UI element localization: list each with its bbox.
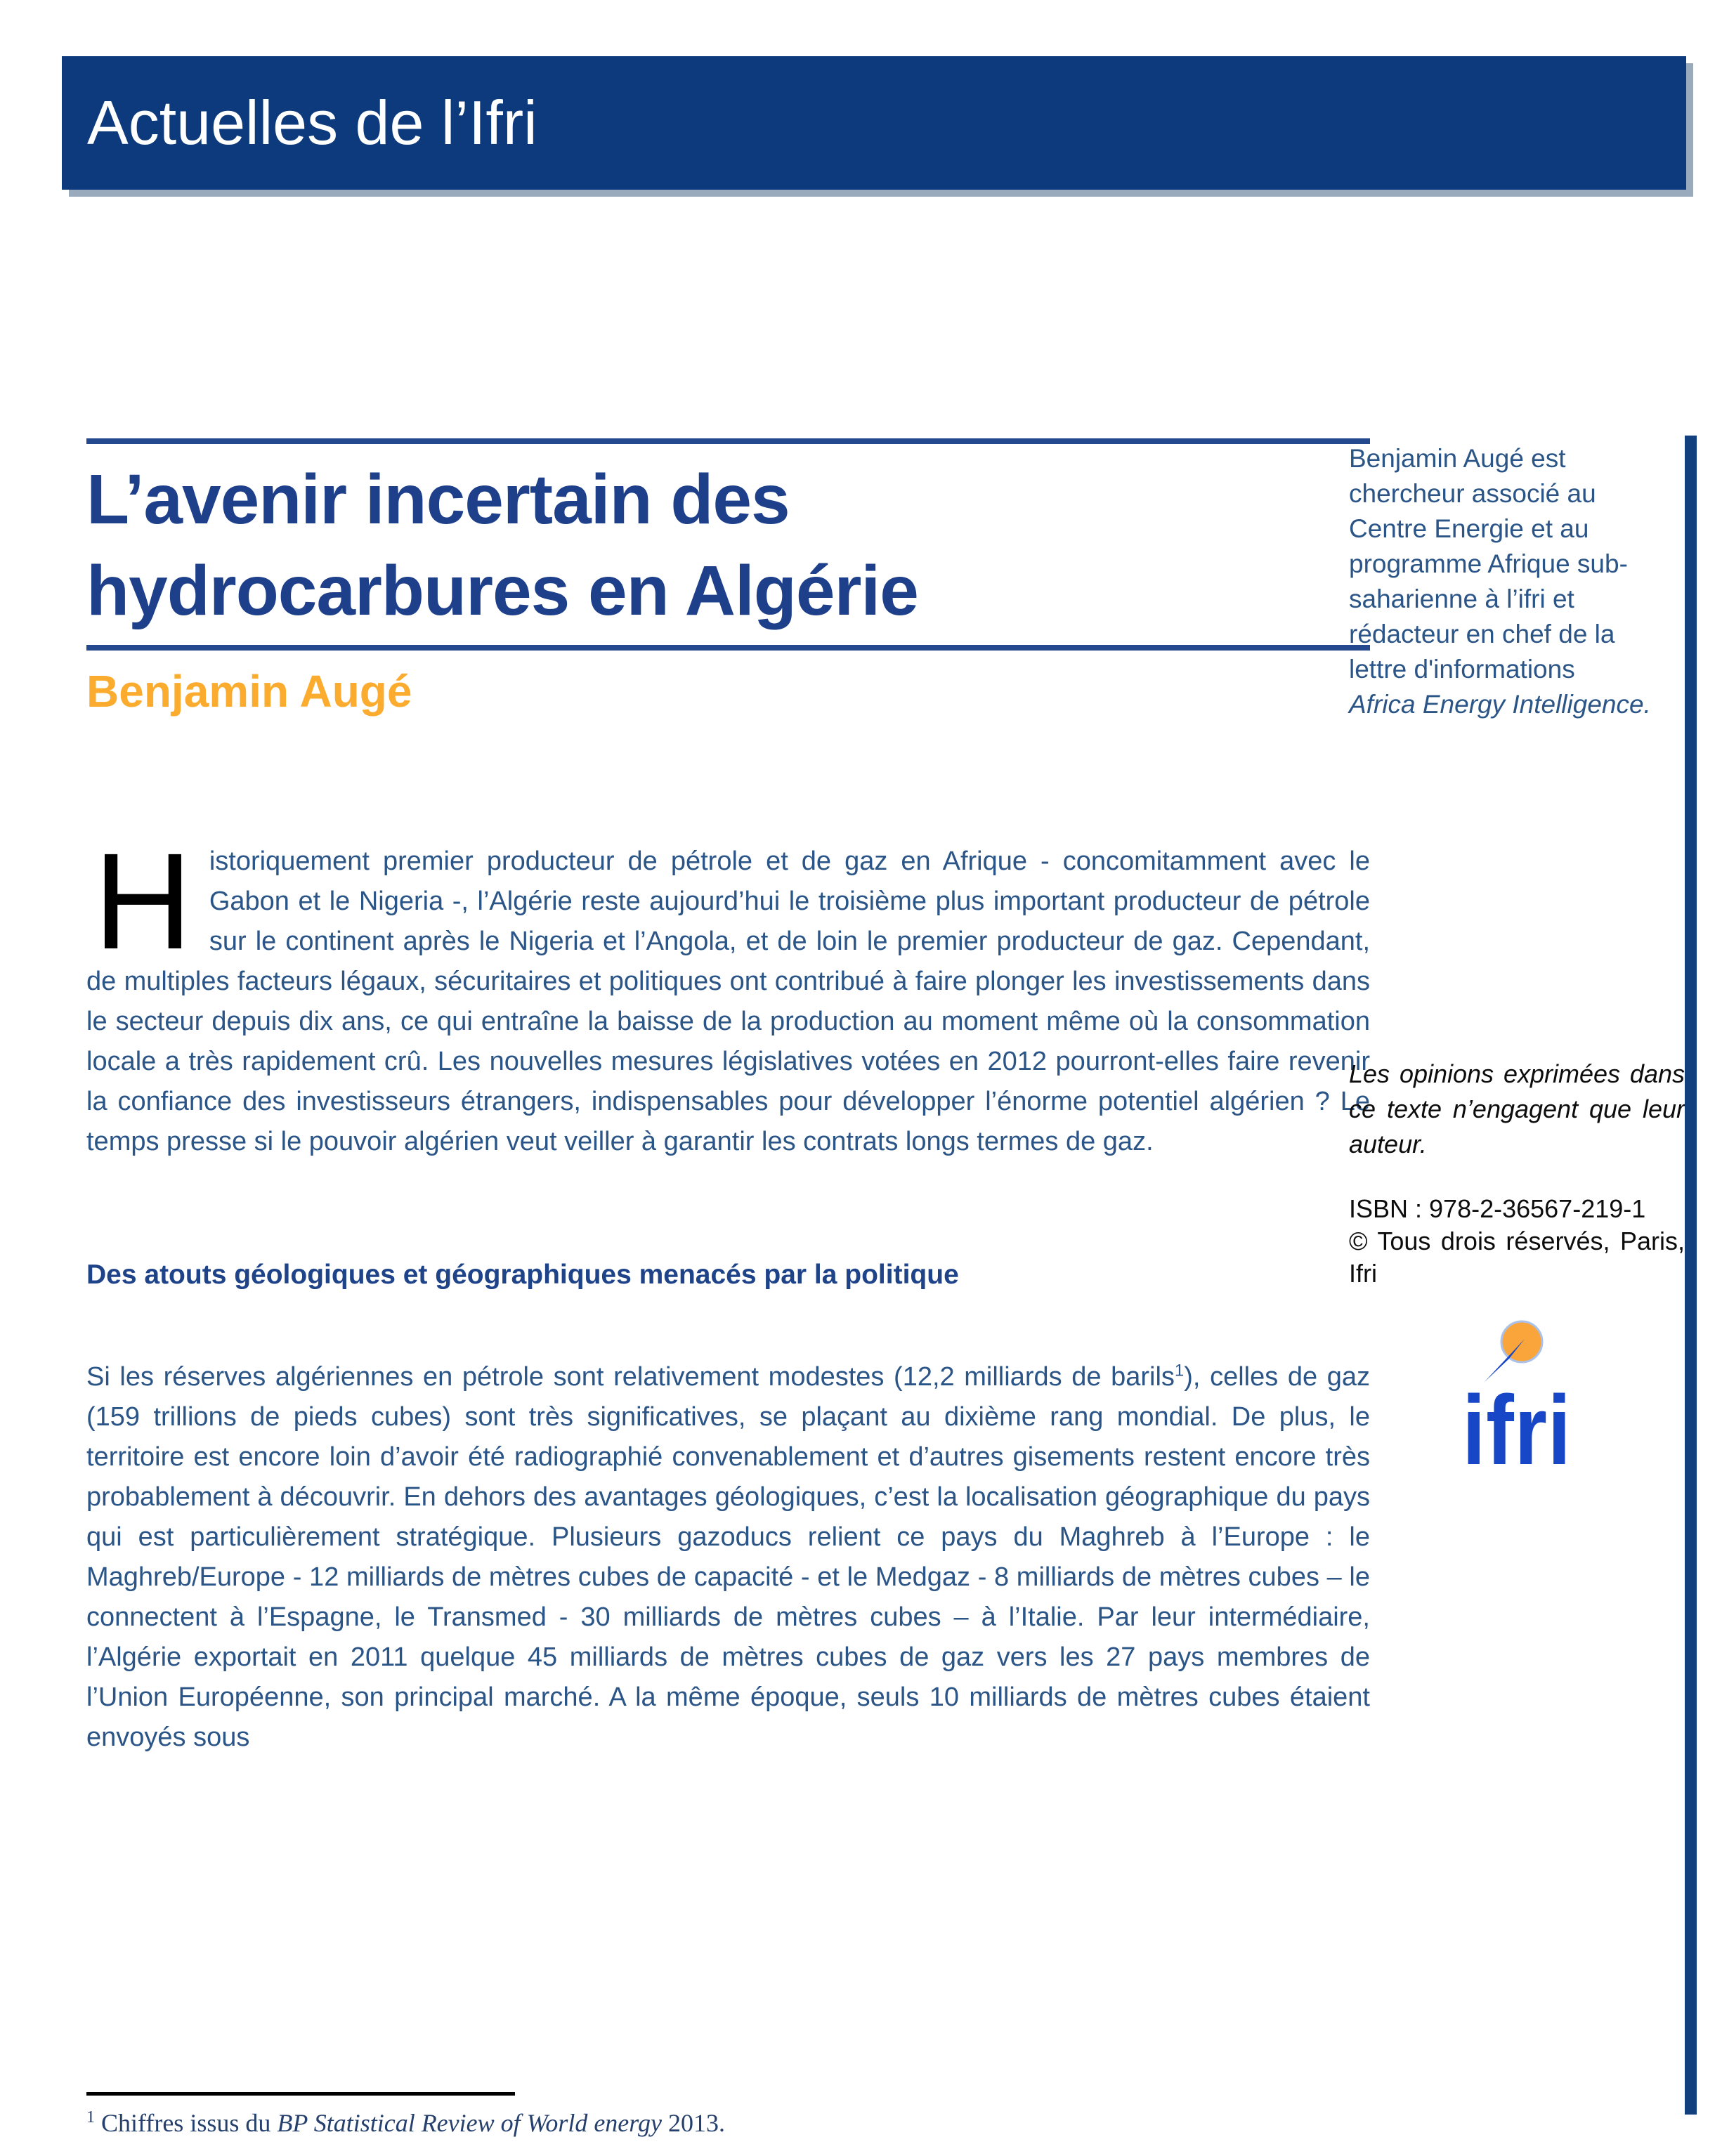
section-heading: Des atouts géologiques et géographiques menacés par la politique xyxy=(86,1260,959,1290)
paragraph-2 xyxy=(86,1357,1370,1758)
article-title-line1: L’avenir incertain des xyxy=(86,460,790,539)
bio-line: saharienne à l’ifri et xyxy=(1349,584,1574,613)
bio-newsletter-title: Africa Energy Intelligence. xyxy=(1349,690,1651,719)
ifri-logo-text: ifri xyxy=(1462,1375,1572,1485)
bio-line: lettre d'informations xyxy=(1349,655,1575,684)
bio-line: chercheur associé au xyxy=(1349,479,1596,508)
sidebar-divider-bar xyxy=(1685,436,1697,2115)
footnote-marker: 1 xyxy=(86,2108,95,2126)
ifri-logo xyxy=(1418,1318,1615,1485)
footnote-separator xyxy=(86,2092,515,2096)
publication-title: Actuelles de l’Ifri xyxy=(87,88,537,157)
article-column xyxy=(86,438,1370,1758)
footnote-reference[interactable]: 1 xyxy=(1174,1361,1185,1380)
bio-line: rédacteur en chef de la xyxy=(1349,620,1615,648)
paragraph-2-text-a: Si les réserves algériennes en pétrole sont relativement modestes (12,2 milliards de barils xyxy=(86,1362,1175,1392)
author-name: Benjamin Augé xyxy=(86,666,412,717)
bio-line: Benjamin Augé est xyxy=(1349,444,1566,473)
footnote xyxy=(86,2106,1316,2140)
footnote-text-a: Chiffres issus du xyxy=(95,2109,278,2137)
footnote-text-b: 2013. xyxy=(661,2109,725,2137)
bio-line: Centre Energie et au xyxy=(1349,514,1589,543)
author-bio xyxy=(1349,441,1685,722)
copyright-notice: © Tous drois réservés, Paris, Ifri xyxy=(1349,1227,1685,1288)
footnote-source-title: BP Statistical Review of World energy xyxy=(277,2109,662,2137)
header-banner xyxy=(62,56,1686,190)
opinions-disclaimer: Les opinions exprimées dans ce texte n’engagent que leur auteur. xyxy=(1349,1059,1685,1158)
article-title-line2: hydrocarbures en Algérie xyxy=(86,551,918,630)
isbn-block xyxy=(1349,1193,1685,1290)
isbn-number: ISBN : 978-2-36567-219-1 xyxy=(1349,1194,1646,1223)
article-title xyxy=(86,454,1370,636)
paragraph-1-text: istoriquement premier producteur de pétrole et de gaz en Afrique - concomitamment avec le Gabon et le Nigeria -, l’Algérie reste aujourd’hui le troisième plus important producteur de pétrole sur le continent après le Nigeria et l’Angola, et de loin le premier producteur de gaz. Cependant, de multiples facteurs légaux, sécuritaires et politiques ont contribué à faire plonger les investissements dans le secteur depuis dix ans, ce qui entraîne la baisse de la production au moment même où la consommation locale a très rapidement crû. Les nouvelles mesures législatives votées en 2012 pourront-elles faire revenir la confiance des investisseurs étrangers, indispensables pour développer l’énorme potentiel algérien ? Le temps presse si le pouvoir algérien veut veiller à garantir les contrats longs termes de gaz. xyxy=(86,847,1370,1156)
paragraph-1 xyxy=(86,825,1370,1162)
title-top-rule xyxy=(86,438,1370,444)
bio-line: programme Afrique sub- xyxy=(1349,549,1628,578)
dropcap-letter: H xyxy=(93,825,193,978)
paragraph-2-text-b: ), celles de gaz (159 trillions de pieds cubes) sont très significatives, se plaçant au dixième rang mondial. De plus, le territoire est encore loin d’avoir été radiographié convenablement et d’autres gisements restent encore très probablement à découvrir. En dehors des avantages géologiques, c’est la localisation géographique du pays qui est particulièrement stratégique. Plusieurs gazoducs relient ce pays du Maghreb à l’Europe : le Maghreb/Europe - 12 milliards de mètres cubes de capacité - et le Medgaz - 8 milliards de mètres cubes – le connectent à l’Espagne, le Transmed - 30 milliards de mètres cubes – à l’Italie. Par leur intermédiaire, l’Algérie exportait en 2011 quelque 45 milliards de mètres cubes de gaz vers les 27 pays membres de l’Union Européenne, son principal marché. A la même époque, seuls 10 milliards de mètres cubes étaient envoyés sous xyxy=(86,1362,1370,1752)
title-bottom-rule xyxy=(86,645,1370,651)
